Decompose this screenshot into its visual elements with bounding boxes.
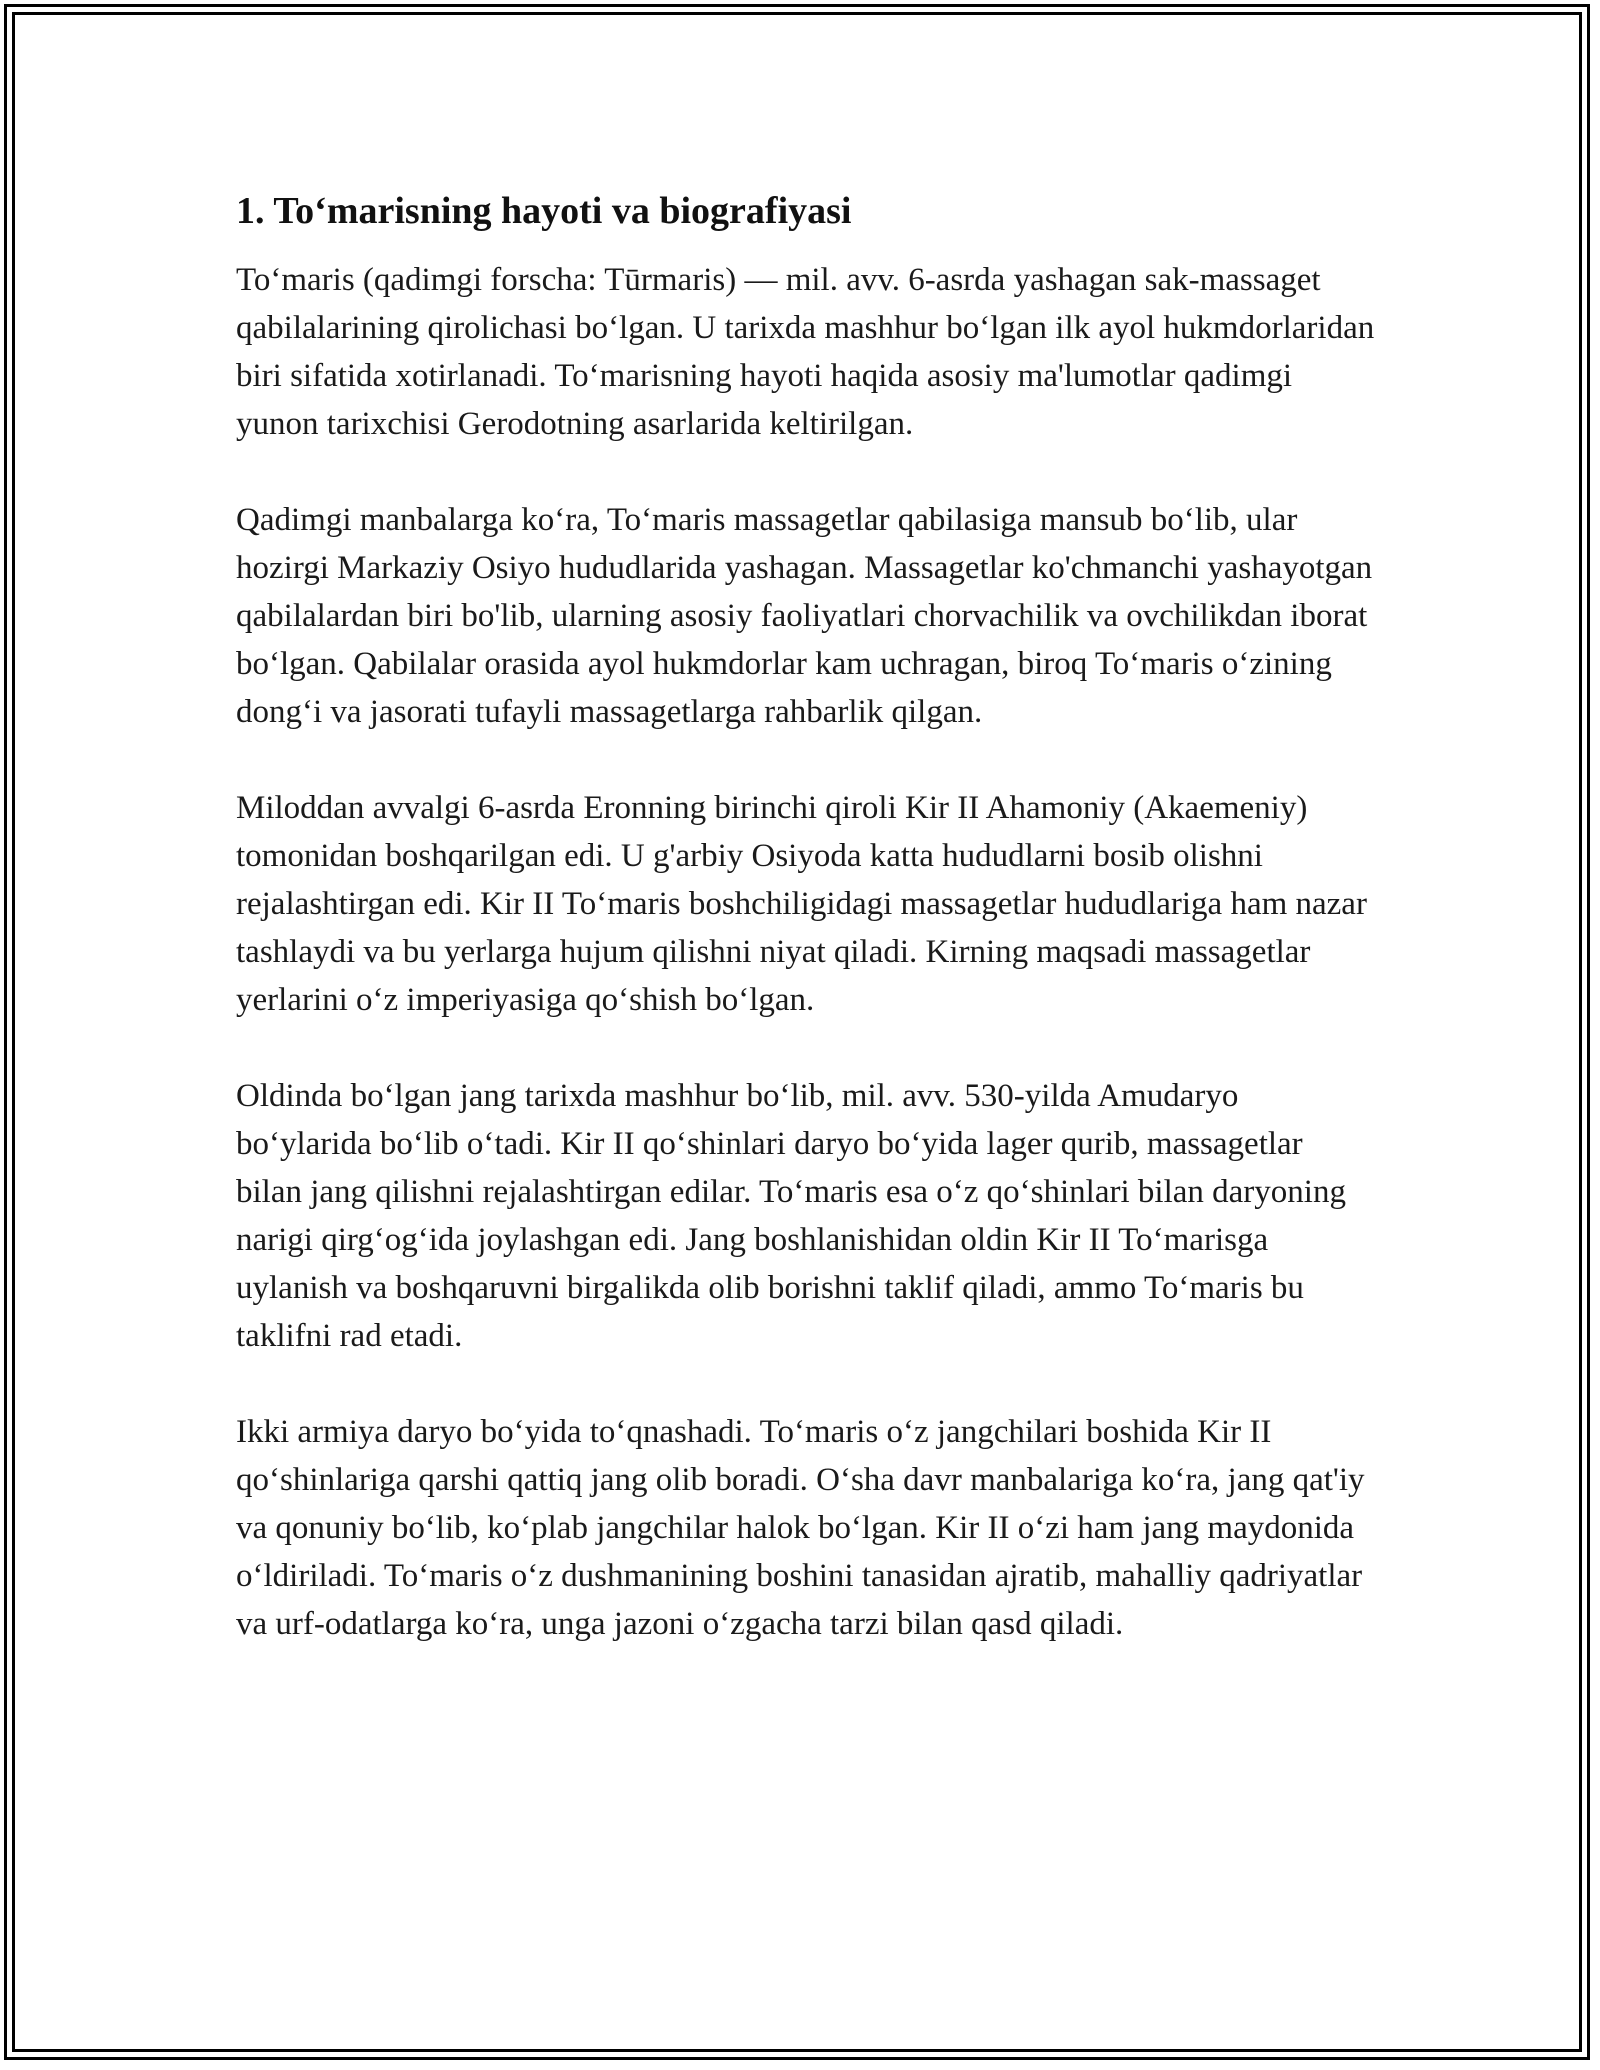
paragraph-battle-prelude: Oldinda bo‘lgan jang tarixda mashhur bo‘lib, mil. avv. 530-yilda Amudaryo bo‘ylarida bo‘lib o‘tadi. Kir II qo‘shinlari daryo bo‘yida lager qurib, massagetlar bilan jang qilishni rejalashtirgan edilar. To‘maris esa o‘z qo‘shinlari bilan daryoning narigi qirg‘og‘ida joylashgan edi. Jang boshlanishidan oldin Kir II To‘marisga uylanish va boshqaruvni birgalikda olib borishni taklif qiladi, ammo To‘maris bu taklifni rad etadi. — [236, 1078, 1346, 1354]
paragraph-introduction: To‘maris (qadimgi forscha: Tūrmaris) — mil. avv. 6-asrda yashagan sak-massaget qabilalarining qirolichasi bo‘lgan. U tarixda mashhur bo‘lgan ilk ayol hukmdorlaridan biri sifatida xotirlanadi. To‘marisning hayoti haqida asosiy ma'lumotlar qadimgi yunon tarixchisi Gerodotning asarlarida keltirilgan. — [236, 262, 1375, 442]
paragraph-cyrus-campaign: Miloddan avvalgi 6-asrda Eronning birinchi qiroli Kir II Ahamoniy (Akaemeniy) tomonidan boshqarilgan edi. U g'arbiy Osiyoda katta hududlarni bosib olishni rejalashtirgan edi. Kir II To‘maris boshchiligidagi massagetlar hududlariga ham nazar tashlaydi va bu yerlarga hujum qilishni niyat qiladi. Kirning maqsadi massagetlar yerlarini o‘z imperiyasiga qo‘shish bo‘lgan. — [236, 790, 1367, 1018]
document-body — [236, 186, 1376, 1696]
paragraph-massagetae: Qadimgi manbalarga ko‘ra, To‘maris massagetlar qabilasiga mansub bo‘lib, ular hozirgi Markaziy Osiyo hududlarida yashagan. Massagetlar ko'chmanchi yashayotgan qabilalardan biri bo'lib, ularning asosiy faoliyatlari chorvachilik va ovchilikdan iborat bo‘lgan. Qabilalar orasida ayol hukmdorlar kam uchragan, biroq To‘maris o‘zining dong‘i va jasorati tufayli massagetlarga rahbarlik qilgan. — [236, 502, 1373, 730]
section-heading: 1. To‘marisning hayoti va biografiyasi — [236, 190, 852, 232]
paragraph-battle-outcome: Ikki armiya daryo bo‘yida to‘qnashadi. To‘maris o‘z jangchilari boshida Kir II qo‘shinlariga qarshi qattiq jang olib boradi. O‘sha davr manbalariga ko‘ra, jang qat'iy va qonuniy bo‘lib, ko‘plab jangchilar halok bo‘lgan. Kir II o‘zi ham jang maydonida o‘ldiriladi. To‘maris o‘z dushmanining boshini tanasidan ajratib, mahalliy qadriyatlar va urf-odatlarga ko‘ra, unga jazoni o‘zgacha tarzi bilan qasd qiladi. — [236, 1414, 1365, 1642]
